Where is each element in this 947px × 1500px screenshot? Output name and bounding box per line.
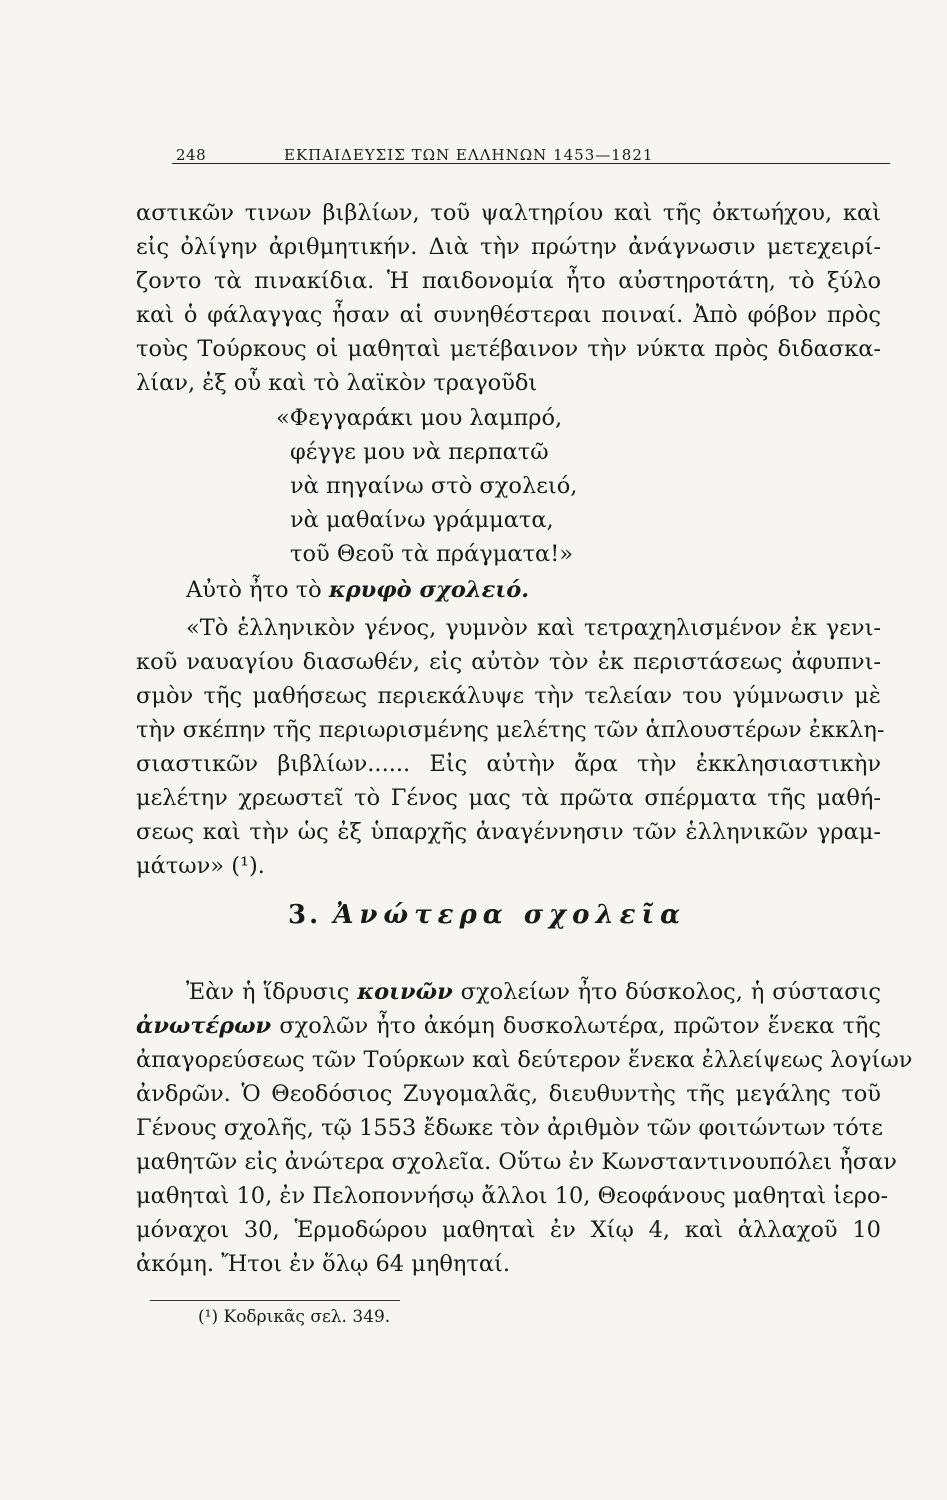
text-line: ἀπαγορεύσεως τῶν Τούρκων καὶ δεύτερον ἕνεκα ἐλλείψεως λογίων [136,1047,913,1073]
text-line: τοὺς Τούρκους οἱ μαθηταὶ μετέβαινον τὴν νύκτα πρὸς διδασκα- [136,336,881,362]
text-line: σιαστικῶν βιβλίων...... Εἰς αὐτὴν ἄρα τὴν ἐκκλησιαστικὴν [136,751,881,777]
emphasis: κρυφὸ σχολειό. [328,577,530,603]
text-line: αστικῶν τινων βιβλίων, τοῦ ψαλτηρίου καὶ τῆς ὀκτωήχου, καὶ [136,200,881,226]
text-line: Γένους σχολῆς, τῷ 1553 ἔδωκε τὸν ἀριθμὸν τῶν φοιτώντων τότε [136,1115,883,1141]
header-rule [172,163,890,164]
running-head [172,140,892,164]
text-line: εἰς ὀλίγην ἀριθμητικήν. Διὰ τὴν πρώτην ἀνάγνωσιν μετεχειρί- [136,234,881,260]
text-line [136,1009,881,1043]
after-poem-text: Αὐτὸ ἦτο τὸ [186,577,322,603]
text-line: κοῦ ναυαγίου διασωθέν, εἰς αὐτὸν τὸν ἐκ περιστάσεως ἀφυπνι- [136,649,881,675]
poem-line: φέγγε μου νὰ περπατῶ [290,439,549,465]
poem-line: νὰ μαθαίνω γράμματα, [290,507,554,533]
page-number: 248 [176,146,207,164]
text-span: Ἐὰν ἡ ἵδρυσις [186,979,350,1005]
text-line: σμὸν τῆς μαθήσεως περιεκάλυψε τὴν τελείαν του γύμνωσιν μὲ [136,683,881,709]
text-line: λίαν, ἐξ οὗ καὶ τὸ λαϊκὸν τραγοῦδι [136,370,538,396]
text-line: μαθητῶν εἰς ἀνώτερα σχολεῖα. Οὕτω ἐν Κωνσταντινουπόλει ἦσαν [136,1149,897,1175]
emphasis: ἀνωτέρων [136,1013,272,1039]
poem-line: «Φεγγαράκι μου λαμπρό, [276,405,563,431]
text-line: τὴν σκέπην τῆς περιωρισμένης μελέτης τῶν ἁπλουστέρων ἐκκλη- [136,717,885,743]
emphasis: κοινῶν [357,979,453,1005]
text-line: καὶ ὁ φάλαγγας ἦσαν αἱ συνηθέστεραι ποιναί. Ἀπὸ φόβον πρὸς [136,302,881,328]
footnote-text: Κοδρικᾶς σελ. 349. [223,1307,391,1327]
poem-line: νὰ πηγαίνω στὸ σχολειό, [290,473,578,499]
footnote [198,1302,390,1332]
section-heading [288,900,686,930]
text-line: ζοντο τὰ πινακίδια. Ἡ παιδονομία ἦτο αὐστηροτάτη, τὸ ξύλο [136,268,881,294]
text-line [186,975,881,1009]
text-line: μαθηταὶ 10, ἐν Πελοποννήσῳ ἄλλοι 10, Θεοφάνους μαθηταὶ ἱερο- [136,1183,889,1209]
poem-line: τοῦ Θεοῦ τὰ πράγματα!» [290,541,574,567]
footnote-mark: (¹) [198,1307,219,1327]
text-line: μόναχοι 30, Ἑρμοδώρου μαθηταὶ ἐν Χίῳ 4, καὶ ἀλλαχοῦ 10 [136,1217,881,1243]
section-number: 3. [288,900,322,930]
text-line [186,573,931,607]
running-title: ΕΚΠΑΙΔΕΥΣΙΣ ΤΩΝ ΕΛΛΗΝΩΝ 1453—1821 [284,146,654,164]
text-line: μάτων» (¹). [136,853,265,879]
text-line: ἀνδρῶν. Ὁ Θεοδόσιος Ζυγομαλᾶς, διευθυντὴς τῆς μεγάλης τοῦ [136,1081,881,1107]
text-line: σεως καὶ τὴν ὡς ἐξ ὑπαρχῆς ἀναγέννησιν τῶν ἑλληνικῶν γραμ- [136,819,881,845]
text-span: σχολῶν ἦτο ἀκόμη δυσκολωτέρα, πρῶτον ἕνεκα τῆς [279,1013,882,1039]
text-line: μελέτην χρεωστεῖ τὸ Γένος μας τὰ πρῶτα σπέρματα τῆς μαθή- [136,785,881,811]
text-line: ἀκόμη. Ἤτοι ἐν ὅλῳ 64 μηθηταί. [136,1251,510,1277]
footnote-rule [150,1300,400,1301]
section-title: Ἀνώτερα σχολεῖα [333,900,687,930]
text-span: σχολείων ἦτο δύσκολος, ἡ σύστασις [460,979,882,1005]
text-line: «Τὸ ἑλληνικὸν γένος, γυμνὸν καὶ τετραχηλισμένον ἐκ γενι- [186,615,881,641]
